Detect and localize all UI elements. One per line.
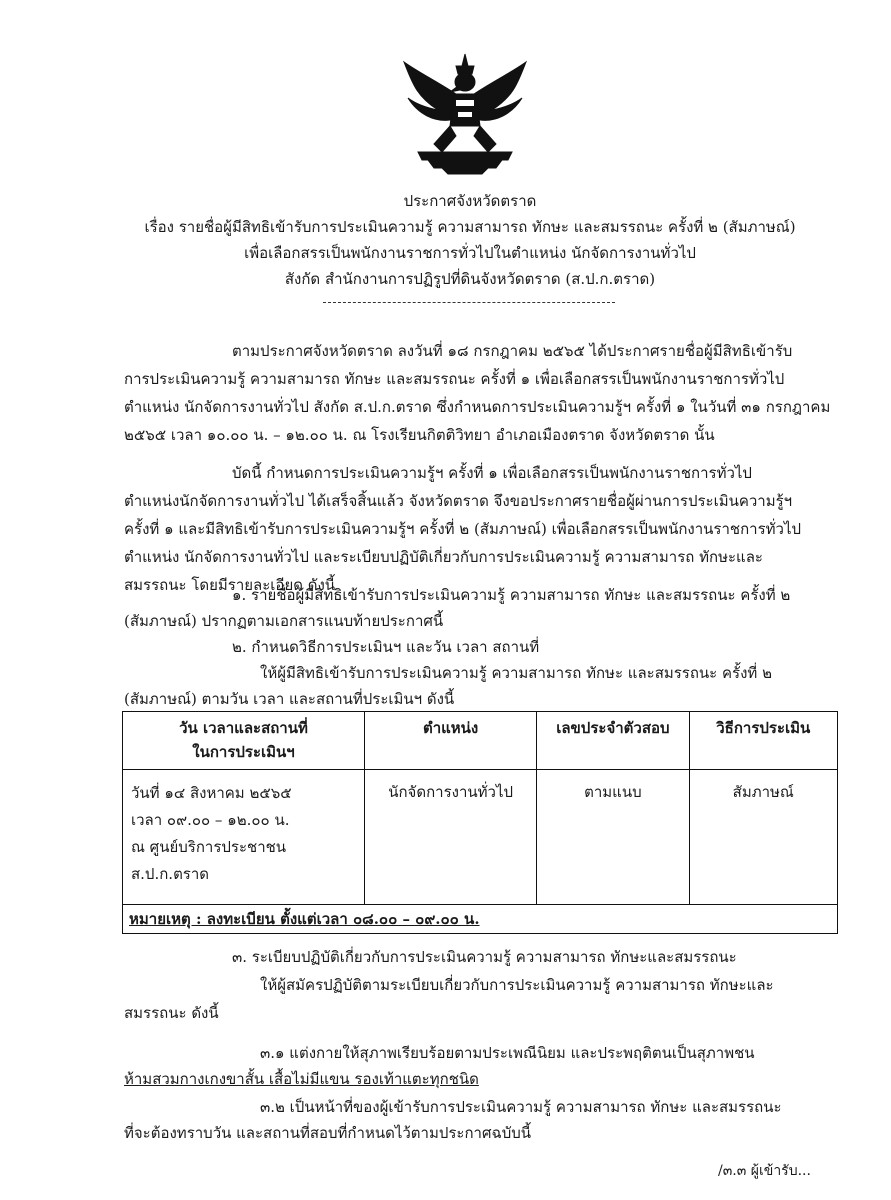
table-note-row: [123, 905, 838, 934]
page-continuation: /๓.๓ ผู้เข้ารับ...: [718, 1163, 811, 1179]
table-header-row: [123, 712, 838, 770]
para1-line: ๒๕๖๕ เวลา ๑๐.๐๐ น. – ๑๒.๐๐ น. ณ โรงเรียนกิตติวิทยา อำเภอเมืองตราด จังหวัดตราด นั้น: [124, 426, 715, 444]
garuda-emblem-icon: [398, 52, 532, 176]
cell-place: ณ ศูนย์บริการประชาชน: [131, 838, 287, 856]
col-header-exam-id: เลขประจำตัวสอบ: [537, 712, 689, 770]
col-header-date-place: วัน เวลาและสถานที่ ในการประเมินฯ: [123, 712, 365, 770]
cell-method: สัมภาษณ์: [689, 770, 837, 905]
announcement-title: ประกาศจังหวัดตราด: [403, 192, 537, 210]
para2-line: สมรรถนะ โดยมีรายละเอียด ดังนี้: [124, 576, 336, 594]
section3-sub1-prohibition: ห้ามสวมกางเกงขาสั้น เสื้อไม่มีแขน รองเท้าแตะทุกชนิด: [124, 1070, 479, 1088]
cell-place: ส.ป.ก.ตราด: [131, 865, 210, 883]
para1-line: ตำแหน่ง นักจัดการงานทั่วไป สังกัด ส.ป.ก.ตราด ซึ่งกำหนดการประเมินความรู้ฯ ครั้งที่ ๑ ในวันที่ ๓๑ กรกฎาคม: [124, 398, 831, 416]
para2-line: ตำแหน่งนักจัดการงานทั่วไป ได้เสร็จสิ้นแล้ว จังหวัดตราด จึงขอประกาศรายชื่อผู้ผ่านการประเมินความรู้ฯ: [124, 492, 793, 510]
item1-line: ๑. รายชื่อผู้มีสิทธิเข้ารับการประเมินความรู้ ความสามารถ ทักษะ และสมรรถนะ ครั้งที่ ๒: [232, 586, 791, 604]
subject-line-2: เพื่อเลือกสรรเป็นพนักงานราชการทั่วไปในตำแหน่ง นักจัดการงานทั่วไป: [244, 244, 696, 262]
divider: [323, 302, 615, 303]
section3-sub2: ที่จะต้องทราบวัน และสถานที่สอบที่กำหนดไว้ตามประกาศฉบับนี้: [124, 1124, 532, 1142]
para2-line: บัดนี้ กำหนดการประเมินความรู้ฯ ครั้งที่ ๑ เพื่อเลือกสรรเป็นพนักงานราชการทั่วไป: [232, 464, 752, 482]
section3-intro: สมรรถนะ ดังนี้: [124, 1004, 219, 1022]
subject-line-3: สังกัด สำนักงานการปฏิรูปที่ดินจังหวัดตราด (ส.ป.ก.ตราด): [284, 270, 656, 288]
cell-time: เวลา ๐๙.๐๐ – ๑๒.๐๐ น.: [131, 811, 290, 829]
item2-line: ให้ผู้มีสิทธิเข้ารับการประเมินความรู้ ความสามารถ ทักษะ และสมรรถนะ ครั้งที่ ๒: [260, 664, 772, 682]
para1-line: ตามประกาศจังหวัดตราด ลงวันที่ ๑๘ กรกฎาคม ๒๕๖๕ ได้ประกาศรายชื่อผู้มีสิทธิเข้ารับ: [232, 342, 793, 360]
cell-exam-id: ตามแนบ: [537, 770, 689, 905]
item1-line: (สัมภาษณ์) ปรากฏตามเอกสารแนบท้ายประกาศนี้: [124, 612, 444, 630]
col-header-position: ตำแหน่ง: [365, 712, 537, 770]
item2-line: (สัมภาษณ์) ตามวัน เวลา และสถานที่ประเมินฯ ดังนี้: [124, 690, 455, 708]
para1-line: การประเมินความรู้ ความสามารถ ทักษะ และสมรรถนะ ครั้งที่ ๑ เพื่อเลือกสรรเป็นพนักงานราชการทั่วไป: [124, 370, 785, 388]
section3-title: ๓. ระเบียบปฏิบัติเกี่ยวกับการประเมินความรู้ ความสามารถ ทักษะและสมรรถนะ: [232, 948, 737, 966]
cell-date-place: [123, 770, 365, 905]
section3-sub1: ๓.๑ แต่งกายให้สุภาพเรียบร้อยตามประเพณีนิยม และประพฤติตนเป็นสุภาพชน: [260, 1044, 755, 1062]
section3-intro: ให้ผู้สมัครปฏิบัติตามระเบียบเกี่ยวกับการประเมินความรู้ ความสามารถ ทักษะและ: [260, 976, 774, 994]
cell-position: นักจัดการงานทั่วไป: [365, 770, 537, 905]
col-header-method: วิธีการประเมิน: [689, 712, 837, 770]
table-note: หมายเหตุ : ลงทะเบียน ตั้งแต่เวลา ๐๘.๐๐ – ๐๙.๐๐ น.: [123, 905, 838, 934]
para2-line: ตำแหน่ง นักจัดการงานทั่วไป และระเบียบปฏิบัติเกี่ยวกับการประเมินความรู้ ความสามารถ ทักษะและ: [124, 548, 763, 566]
cell-date: วันที่ ๑๔ สิงหาคม ๒๕๖๕: [131, 784, 292, 802]
item2-line: ๒. กำหนดวิธีการประเมินฯ และวัน เวลา สถานที่: [232, 638, 540, 656]
table-row: [123, 770, 838, 905]
section3-sub2: ๓.๒ เป็นหน้าที่ของผู้เข้ารับการประเมินความรู้ ความสามารถ ทักษะ และสมรรถนะ: [260, 1098, 782, 1116]
schedule-table: [122, 711, 838, 934]
subject-line-1: เรื่อง รายชื่อผู้มีสิทธิเข้ารับการประเมินความรู้ ความสามารถ ทักษะ และสมรรถนะ ครั้งที่ ๒ (สัมภาษณ์): [144, 218, 796, 236]
para2-line: ครั้งที่ ๑ และมีสิทธิเข้ารับการประเมินความรู้ฯ ครั้งที่ ๒ (สัมภาษณ์) เพื่อเลือกสรรเป็นพนักงานราชการทั่วไป: [124, 520, 802, 538]
